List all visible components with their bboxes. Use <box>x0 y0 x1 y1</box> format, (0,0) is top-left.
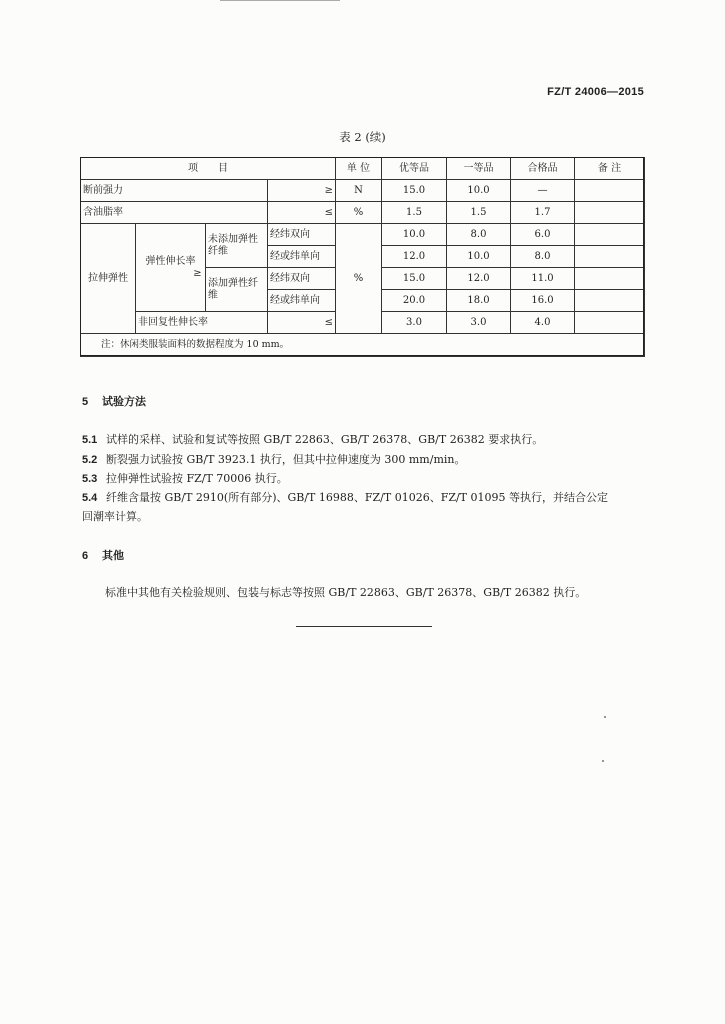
v3-remark <box>575 268 645 290</box>
v4-first: 18.0 <box>447 290 511 312</box>
v2-first: 10.0 <box>447 246 511 268</box>
top-scan-mark <box>220 0 340 1</box>
section-6-number: 6 <box>82 550 89 562</box>
table-note: 注：休闲类服装面料的数据程度为 10 mm。 <box>81 334 645 357</box>
table-row-oil <box>81 202 645 224</box>
standard-code: FZ/T 24006—2015 <box>547 86 644 98</box>
warp-or-weft-2: 经或纬单向 <box>268 290 336 312</box>
oil-remark <box>575 202 645 224</box>
section-5-title: 试验方法 <box>102 395 146 408</box>
table-row-elastic-1 <box>81 224 645 246</box>
v2-remark <box>575 246 645 268</box>
col-header-qualified: 合格品 <box>511 158 575 180</box>
warp-weft-2: 经纬双向 <box>268 268 336 290</box>
elong-symbol: ≥ <box>193 267 202 279</box>
oil-symbol: ≤ <box>268 202 336 224</box>
elastic-unit: % <box>336 224 382 334</box>
scan-speck <box>604 716 606 718</box>
elong-label <box>136 224 206 312</box>
burst-superior: 15.0 <box>382 180 447 202</box>
header-row <box>81 158 645 180</box>
oil-label: 含油脂率 <box>81 202 268 224</box>
col-header-unit: 单 位 <box>336 158 382 180</box>
section-6-text: 标准中其他有关检验规则、包装与标志等按照 GB/T 22863、GB/T 26378、GB/T 26382 执行。 <box>105 586 587 599</box>
end-rule <box>296 626 432 627</box>
fiber-b-label: 添加弹性纤维 <box>206 268 268 312</box>
burst-qualified: — <box>511 180 575 202</box>
clause-text: 断裂强力试验按 GB/T 3923.1 执行，但其中拉伸速度为 300 mm/min。 <box>106 453 466 466</box>
section-6-title: 其他 <box>102 549 124 562</box>
fiber-a-label: 未添加弹性纤维 <box>206 224 268 268</box>
burst-label: 断前强力 <box>81 180 268 202</box>
v1-remark <box>575 224 645 246</box>
clause-5-3 <box>82 470 288 486</box>
burst-unit: N <box>336 180 382 202</box>
clause-5-4-continued <box>82 508 148 524</box>
recovery-superior: 3.0 <box>382 312 447 334</box>
burst-symbol: ≥ <box>268 180 336 202</box>
col-header-remark: 备 注 <box>575 158 645 180</box>
col-header-item: 项 目 <box>81 158 336 180</box>
section-6-heading <box>82 547 124 563</box>
v4-superior: 20.0 <box>382 290 447 312</box>
recovery-label: 非回复性伸长率 <box>136 312 268 334</box>
v2-qualified: 8.0 <box>511 246 575 268</box>
clause-number: 5.1 <box>82 434 98 446</box>
section-5-heading <box>82 393 146 409</box>
v3-superior: 15.0 <box>382 268 447 290</box>
clause-text: 拉伸弹性试验按 FZ/T 70006 执行。 <box>106 472 288 485</box>
clause-number: 5.2 <box>82 454 98 466</box>
burst-remark <box>575 180 645 202</box>
clause-5-2 <box>82 451 465 467</box>
clause-number: 5.3 <box>82 473 98 485</box>
elastic-label: 拉伸弹性 <box>81 224 136 334</box>
v4-qualified: 16.0 <box>511 290 575 312</box>
burst-first: 10.0 <box>447 180 511 202</box>
v1-qualified: 6.0 <box>511 224 575 246</box>
oil-superior: 1.5 <box>382 202 447 224</box>
table-note-row <box>81 334 645 357</box>
warp-weft-1: 经纬双向 <box>268 224 336 246</box>
clause-text: 纤维含量按 GB/T 2910(所有部分)、GB/T 16988、FZ/T 01026、FZ/T 01095 等执行，并结合公定 <box>106 491 608 504</box>
clause-number: 5.4 <box>82 492 98 504</box>
table-row-burst <box>81 180 645 202</box>
col-header-first-grade: 一等品 <box>447 158 511 180</box>
section-5-number: 5 <box>82 396 89 408</box>
v3-qualified: 11.0 <box>511 268 575 290</box>
v3-first: 12.0 <box>447 268 511 290</box>
recovery-remark <box>575 312 645 334</box>
clause-5-1 <box>82 431 543 447</box>
v4-remark <box>575 290 645 312</box>
col-header-superior: 优等品 <box>382 158 447 180</box>
recovery-symbol: ≤ <box>268 312 336 334</box>
recovery-qualified: 4.0 <box>511 312 575 334</box>
clause-text: 回潮率计算。 <box>82 510 148 523</box>
oil-first: 1.5 <box>447 202 511 224</box>
v1-superior: 10.0 <box>382 224 447 246</box>
elong-label-text: 弹性伸长率 <box>145 255 196 267</box>
scan-speck <box>602 760 604 762</box>
oil-unit: % <box>336 202 382 224</box>
clause-5-4 <box>82 489 608 505</box>
oil-qualified: 1.7 <box>511 202 575 224</box>
table-caption: 表 2 (续) <box>339 130 386 144</box>
warp-or-weft-1: 经或纬单向 <box>268 246 336 268</box>
v1-first: 8.0 <box>447 224 511 246</box>
requirements-table <box>80 157 645 357</box>
v2-superior: 12.0 <box>382 246 447 268</box>
recovery-first: 3.0 <box>447 312 511 334</box>
clause-text: 试样的采样、试验和复试等按照 GB/T 22863、GB/T 26378、GB/T 26382 要求执行。 <box>106 433 544 446</box>
